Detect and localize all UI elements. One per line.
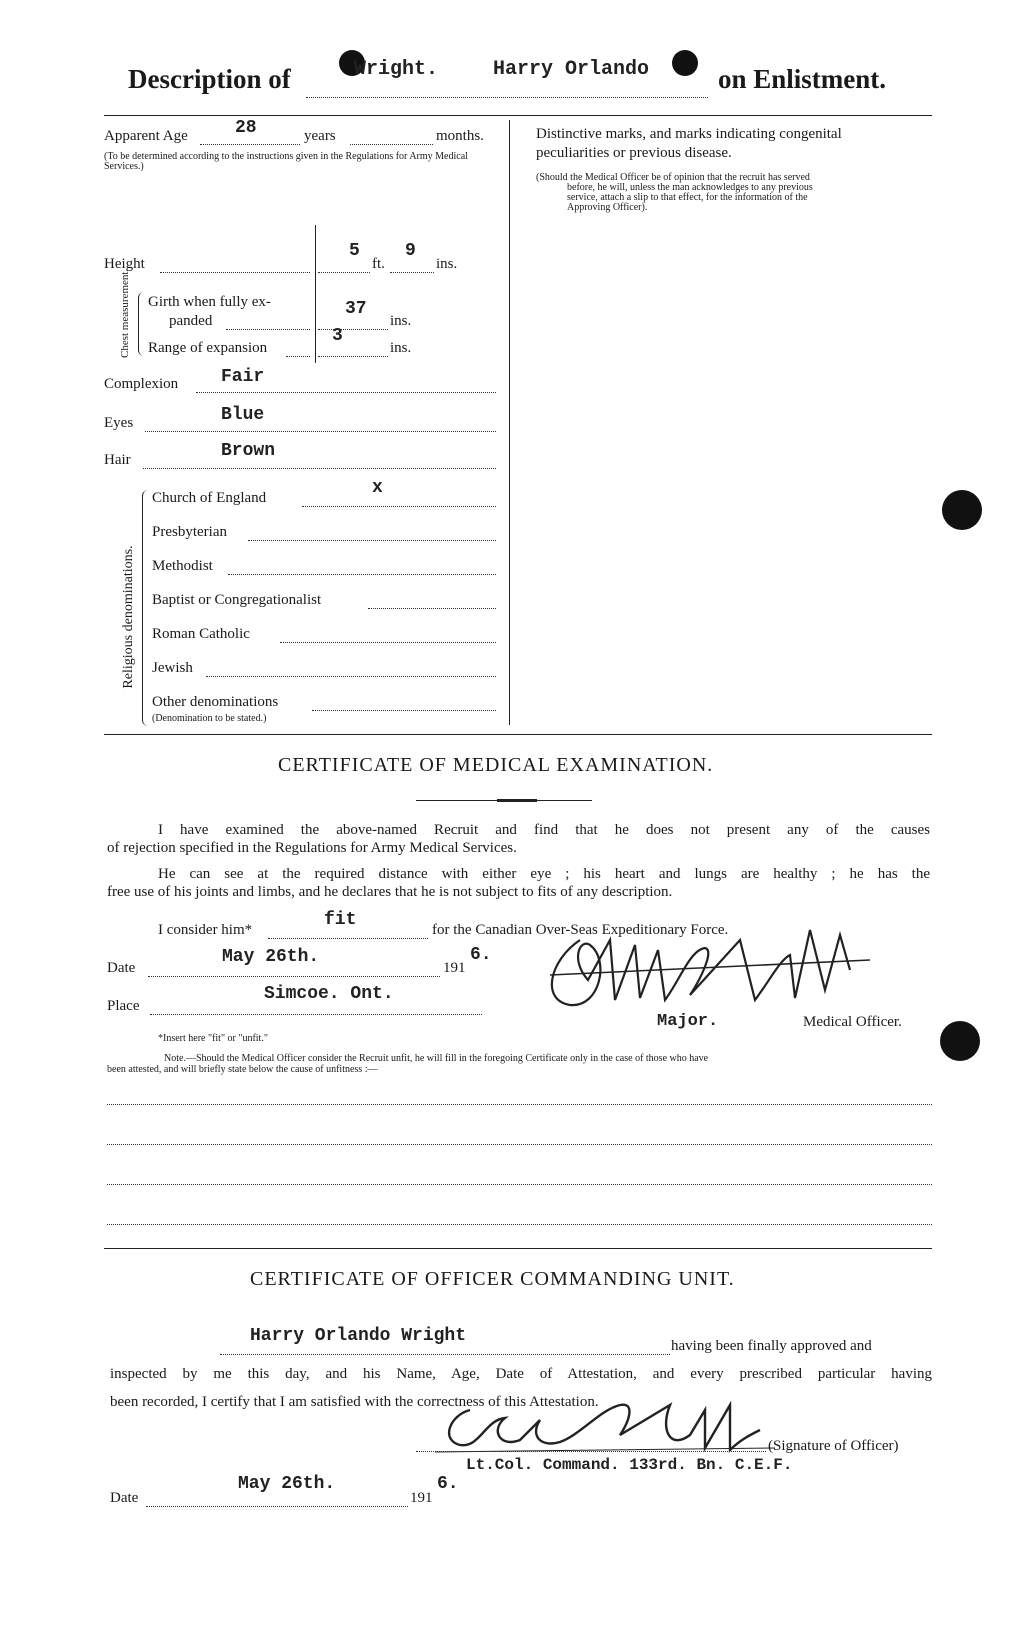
consider-line (268, 938, 428, 939)
apparent-age-label: Apparent Age (104, 128, 188, 144)
complexion-line (196, 392, 496, 393)
top-rule (104, 115, 932, 116)
age-value: 28 (235, 118, 257, 138)
commanding-recruit-name: Harry Orlando Wright (250, 1326, 467, 1346)
religion-group-label: Religious denominations. (121, 545, 136, 689)
header-given-names: Harry Orlando (493, 58, 650, 81)
medical-heading: CERTIFICATE OF MEDICAL EXAMINATION. (278, 754, 714, 776)
consider-value: fit (324, 910, 357, 930)
medical-year-prefix: 191 (443, 960, 466, 976)
complexion-label: Complexion (104, 376, 179, 392)
age-months-line (350, 144, 433, 145)
range-label: Range of expansion (148, 340, 268, 356)
religion-baptist-congregationalist: Baptist or Congregationalist (152, 592, 322, 608)
marks-title-line1: Distinctive marks, and marks indicating congenital (536, 126, 842, 142)
commanding-year-digit: 6. (437, 1474, 459, 1494)
medical-para2-line2: free use of his joints and limbs, and he declares that he is not subject to fits of any description. (107, 884, 673, 900)
religion-roman-catholic: Roman Catholic (152, 626, 250, 642)
form-title-suffix: on Enlistment. (718, 64, 887, 94)
marks-title-line2: peculiarities or previous disease. (536, 145, 732, 161)
commanding-officer-signature (430, 1390, 780, 1460)
girth-value-line (318, 329, 388, 330)
height-ft-line (318, 272, 370, 273)
religion-other: Other denominations (152, 694, 279, 710)
age-note: (To be determined according to the instructions given in the Regulations for Army Medical Services.) (104, 151, 468, 172)
medical-date-value: May 26th. (222, 947, 320, 967)
months-label: months. (436, 128, 484, 144)
section-rule-2 (104, 1248, 932, 1249)
unfit-note-line1: Note.—Should the Medical Officer consider the Recruit unfit, he will fill in the foregoing Certificate only in the case of those who have (164, 1053, 709, 1064)
religion-church-of-england: Church of England (152, 490, 267, 506)
commanding-heading: CERTIFICATE OF OFFICER COMMANDING UNIT. (250, 1268, 735, 1290)
eyes-line (145, 431, 496, 432)
range-ins-label: ins. (390, 340, 412, 356)
punch-hole-upper (942, 490, 982, 530)
girth-ins-label: ins. (390, 313, 412, 329)
punch-hole-lower (940, 1021, 980, 1061)
religion-presbyterian: Presbyterian (152, 524, 227, 540)
unfitness-line-4 (107, 1224, 932, 1225)
religion-brace (142, 490, 149, 726)
religion-line-5 (206, 676, 496, 677)
commanding-name-line (220, 1354, 670, 1355)
commanding-date-line (146, 1506, 408, 1507)
religion-line-2 (228, 574, 496, 575)
medical-heading-underline-accent (497, 799, 537, 802)
medical-officer-signature (540, 920, 880, 1020)
religion-methodist: Methodist (152, 558, 213, 574)
header-surname: Wright. (354, 58, 439, 81)
height-lead-line (160, 272, 310, 273)
marks-note-line1: (Should the Medical Officer be of opinion that the recruit has served (536, 172, 810, 183)
years-label: years (304, 128, 336, 144)
section-rule-1 (104, 734, 932, 735)
complexion-value: Fair (221, 367, 265, 387)
unfitness-line-1 (107, 1104, 932, 1105)
unfit-note-line2: been attested, and will briefly state below the cause of unfitness :— (107, 1064, 378, 1075)
girth-lead-line (226, 329, 310, 330)
medical-place-value: Simcoe. Ont. (264, 984, 394, 1004)
medical-date-label: Date (107, 960, 136, 976)
signature-line (416, 1451, 766, 1452)
eyes-label: Eyes (104, 415, 134, 431)
age-years-line (200, 144, 300, 145)
religion-church-of-england-mark: x (372, 478, 383, 498)
range-lead-line (286, 356, 310, 357)
girth-label-line2: panded (169, 313, 213, 329)
unfitness-line-2 (107, 1144, 932, 1145)
commanding-date-label: Date (110, 1490, 139, 1506)
ft-label: ft. (372, 256, 385, 272)
unfitness-line-3 (107, 1184, 932, 1185)
girth-value: 37 (345, 299, 367, 319)
insert-note: *Insert here "fit" or "unfit." (158, 1033, 268, 1044)
consider-suffix: for the Canadian Over-Seas Expeditionary Force. (432, 922, 729, 938)
religion-other-note: (Denomination to be stated.) (152, 713, 267, 724)
medical-place-label: Place (107, 998, 140, 1014)
chest-brace (138, 292, 145, 356)
hair-value: Brown (221, 441, 276, 461)
commanding-line3: been recorded, I certify that I am satisfied with the correctness of this Attestation. (110, 1394, 599, 1410)
religion-line-4 (280, 642, 496, 643)
religion-line-1 (248, 540, 496, 541)
height-label: Height (104, 256, 145, 272)
hair-label: Hair (104, 452, 131, 468)
height-in-value: 9 (405, 241, 416, 261)
commanding-line1-suffix: having been finally approved and (671, 1338, 872, 1354)
commanding-date-value: May 26th. (238, 1474, 336, 1494)
girth-label-line1: Girth when fully ex- (148, 294, 271, 310)
religion-line-0 (302, 506, 496, 507)
commanding-line2: inspected by me this day, and his Name, Age, Date of Attestation, and every prescribed particular having (110, 1366, 932, 1382)
measure-divider (315, 225, 316, 363)
range-value-line (318, 356, 388, 357)
medical-para1-line1: I have examined the above-named Recruit and find that he does not present any of the causes (158, 822, 930, 838)
chest-measurement-label: Chest measurement. (119, 268, 131, 358)
marks-note-line2: before, he will, unless the man acknowledges to any previous (567, 182, 813, 193)
hair-line (143, 468, 496, 469)
ins-label: ins. (436, 256, 458, 272)
medical-place-line (150, 1014, 482, 1015)
range-value: 3 (332, 326, 343, 346)
religion-jewish: Jewish (152, 660, 193, 676)
header-name-line (306, 97, 708, 98)
form-title-prefix: Description of (128, 64, 291, 94)
medical-officer-title: Medical Officer. (803, 1014, 902, 1030)
medical-year-digit: 6. (470, 945, 492, 965)
height-in-line (390, 272, 434, 273)
eyes-value: Blue (221, 405, 265, 425)
ink-blot (672, 50, 698, 76)
religion-line-6 (312, 710, 496, 711)
medical-officer-rank: Major. (657, 1012, 719, 1031)
commanding-officer-rank: Lt.Col. Command. 133rd. Bn. C.E.F. (466, 1456, 793, 1474)
commanding-year-prefix: 191 (410, 1490, 433, 1506)
column-divider (509, 120, 510, 725)
signature-of-officer-label: (Signature of Officer) (768, 1438, 899, 1454)
medical-para2-line1: He can see at the required distance with either eye ; his heart and lungs are healthy ; he has the (158, 866, 930, 882)
medical-date-line (148, 976, 440, 977)
marks-note-line4: Approving Officer). (567, 202, 648, 213)
consider-label: I consider him* (158, 922, 253, 938)
marks-note-line3: service, attach a slip to that effect, for the information of the (567, 192, 808, 203)
religion-line-3 (368, 608, 496, 609)
medical-para1-line2: of rejection specified in the Regulations for Army Medical Services. (107, 840, 517, 856)
height-ft-value: 5 (349, 241, 360, 261)
